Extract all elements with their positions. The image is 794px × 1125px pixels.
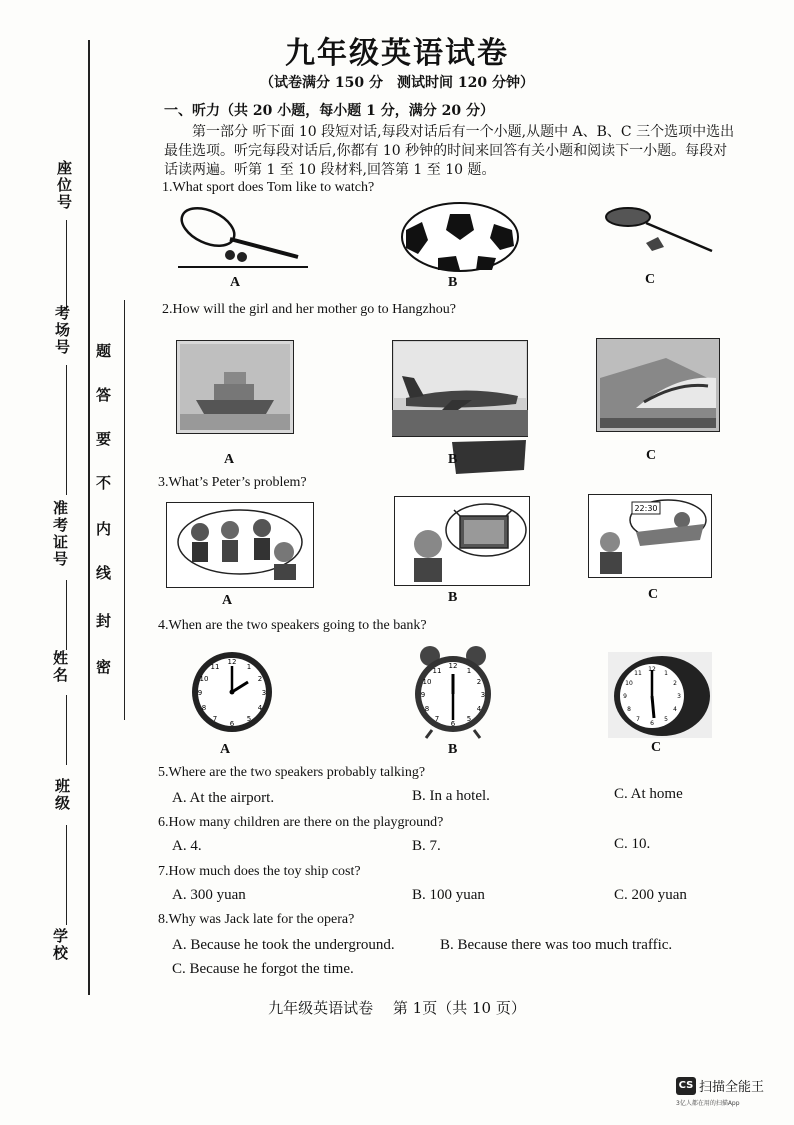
svg-text:11: 11 xyxy=(210,663,220,671)
svg-text:1: 1 xyxy=(664,670,668,677)
option-label: B xyxy=(448,275,458,290)
section-heading: 一、听力（共 20 小题，每小题 1 分，满分 20 分） xyxy=(164,103,494,119)
option-label: B xyxy=(448,742,458,757)
option-label: A xyxy=(220,742,231,757)
question-5: 5.Where are the two speakers probably talking? xyxy=(158,765,426,780)
scanner-watermark xyxy=(676,1075,764,1107)
option-label: C xyxy=(646,448,657,463)
svg-text:4: 4 xyxy=(257,704,263,712)
svg-text:10: 10 xyxy=(422,678,432,686)
seat-number-field[interactable] xyxy=(66,220,67,310)
question-1: 1.What sport does Tom like to watch? xyxy=(162,180,375,195)
option-label: A xyxy=(222,593,233,608)
option-a[interactable]: A. Because he took the underground. xyxy=(172,937,395,953)
svg-text:11: 11 xyxy=(634,670,642,677)
seal-char: 要 xyxy=(96,430,112,448)
clock-a-image xyxy=(190,650,274,734)
svg-text:1: 1 xyxy=(246,663,252,671)
option-a[interactable]: A. At the airport. xyxy=(172,790,275,806)
svg-text:6: 6 xyxy=(229,720,235,728)
option-label: B xyxy=(448,590,458,605)
exam-subtitle: （试卷满分 150 分 测试时间 120 分钟） xyxy=(260,75,534,91)
instruction-line: 话读两遍。听第 1 至 10 段材料,回答第 1 至 10 题。 xyxy=(164,162,496,178)
school-label: 学校 xyxy=(51,928,69,962)
seal-char: 封 xyxy=(96,612,112,630)
svg-text:3: 3 xyxy=(677,693,681,700)
tennis-racket-image xyxy=(178,205,310,273)
svg-text:12: 12 xyxy=(227,658,237,666)
svg-text:2: 2 xyxy=(476,678,482,686)
svg-text:1: 1 xyxy=(466,667,472,675)
option-c[interactable]: C. 10. xyxy=(614,836,651,852)
option-label: A xyxy=(230,275,241,290)
seal-char: 答 xyxy=(96,386,112,404)
clock-c-image xyxy=(608,652,712,738)
instruction-line: 第一部分 听下面 10 段短对话,每段对话后有一个小题,从题中 A、B、C 三个选项中选出 xyxy=(164,124,735,140)
option-c[interactable]: C. 200 yuan xyxy=(614,887,687,903)
option-b[interactable]: B. In a hotel. xyxy=(412,788,490,804)
svg-text:5: 5 xyxy=(466,715,472,723)
svg-text:7: 7 xyxy=(212,715,218,723)
seal-char: 题 xyxy=(96,342,112,360)
svg-text:8: 8 xyxy=(201,704,207,712)
airplane-image xyxy=(392,340,528,474)
svg-text:5: 5 xyxy=(246,715,252,723)
option-label: C xyxy=(648,587,659,602)
watermark-tagline: 3亿人都在用的扫描App xyxy=(676,1100,740,1107)
svg-text:3: 3 xyxy=(480,691,486,699)
exam-id-label: 准考证号 xyxy=(51,500,69,568)
svg-text:11: 11 xyxy=(432,667,442,675)
name-field[interactable] xyxy=(66,695,67,765)
high-speed-train-image xyxy=(596,338,720,432)
watermark-name: 扫描全能王 xyxy=(699,1080,765,1095)
option-label: C xyxy=(645,272,656,287)
svg-text:10: 10 xyxy=(199,675,209,683)
exam-title: 九年级英语试卷 xyxy=(285,36,509,71)
svg-text:4: 4 xyxy=(673,706,677,713)
option-a[interactable]: A. 300 yuan xyxy=(172,887,246,903)
option-b[interactable]: B. Because there was too much traffic. xyxy=(440,937,673,953)
svg-text:5: 5 xyxy=(664,716,668,723)
clock-b-image xyxy=(410,644,496,740)
clock-display-text: 22:30 xyxy=(634,504,658,513)
svg-text:3: 3 xyxy=(261,689,267,697)
svg-text:7: 7 xyxy=(434,715,440,723)
noisy-tv-image xyxy=(394,496,530,586)
svg-text:2: 2 xyxy=(257,675,263,683)
option-b[interactable]: B. 100 yuan xyxy=(412,887,485,903)
binding-line-outer xyxy=(88,40,90,995)
soccer-ball-image xyxy=(398,200,522,274)
svg-text:6: 6 xyxy=(450,720,456,728)
question-4: 4.When are the two speakers going to the bank? xyxy=(158,618,427,633)
instruction-line: 最佳选项。听完每段对话后,你都有 10 秒钟的时间来回答有关小题和阅读下一小题。每段对 xyxy=(164,143,728,159)
seal-char: 密 xyxy=(96,658,112,676)
svg-text:12: 12 xyxy=(648,666,656,673)
svg-text:2: 2 xyxy=(673,680,677,687)
question-2: 2.How will the girl and her mother go to Hangzhou? xyxy=(162,302,456,317)
seal-char: 内 xyxy=(96,520,112,538)
camscanner-logo-icon: CS xyxy=(676,1077,696,1095)
option-label: B xyxy=(448,452,458,467)
svg-text:7: 7 xyxy=(636,716,640,723)
option-a[interactable]: A. 4. xyxy=(172,838,202,854)
binding-line-inner xyxy=(124,300,125,720)
seal-char: 不 xyxy=(96,474,112,492)
svg-text:8: 8 xyxy=(424,705,430,713)
option-label: C xyxy=(651,740,662,755)
question-7: 7.How much does the toy ship cost? xyxy=(158,864,361,879)
svg-text:8: 8 xyxy=(627,706,631,713)
seat-number-label: 座位号 xyxy=(55,160,73,211)
svg-text:9: 9 xyxy=(197,689,203,697)
class-label: 班级 xyxy=(53,778,71,812)
page-footer: 九年级英语试卷 第 1页（共 10 页） xyxy=(268,999,526,1017)
svg-text:10: 10 xyxy=(625,680,633,687)
option-b[interactable]: B. 7. xyxy=(412,838,441,854)
friends-group-image xyxy=(166,502,314,588)
name-label: 姓名 xyxy=(51,650,69,684)
option-label: A xyxy=(224,452,235,467)
svg-text:9: 9 xyxy=(623,693,627,700)
badminton-racket-image xyxy=(602,205,718,261)
svg-text:12: 12 xyxy=(448,662,458,670)
exam-room-field[interactable] xyxy=(66,365,67,495)
question-6: 6.How many children are there on the playground? xyxy=(158,815,444,830)
class-field[interactable] xyxy=(66,825,67,925)
option-c[interactable]: C. At home xyxy=(614,786,683,802)
question-8: 8.Why was Jack late for the opera? xyxy=(158,912,355,927)
svg-text:6: 6 xyxy=(650,720,654,727)
late-night-study-image xyxy=(588,494,712,578)
svg-text:4: 4 xyxy=(476,705,482,713)
ship-image xyxy=(176,340,294,434)
option-c[interactable]: C. Because he forgot the time. xyxy=(172,961,354,977)
svg-text:9: 9 xyxy=(420,691,426,699)
seal-char: 线 xyxy=(96,564,112,582)
question-3: 3.What’s Peter’s problem? xyxy=(158,475,307,490)
exam-room-label: 考场号 xyxy=(53,305,71,356)
exam-id-field[interactable] xyxy=(66,580,67,650)
